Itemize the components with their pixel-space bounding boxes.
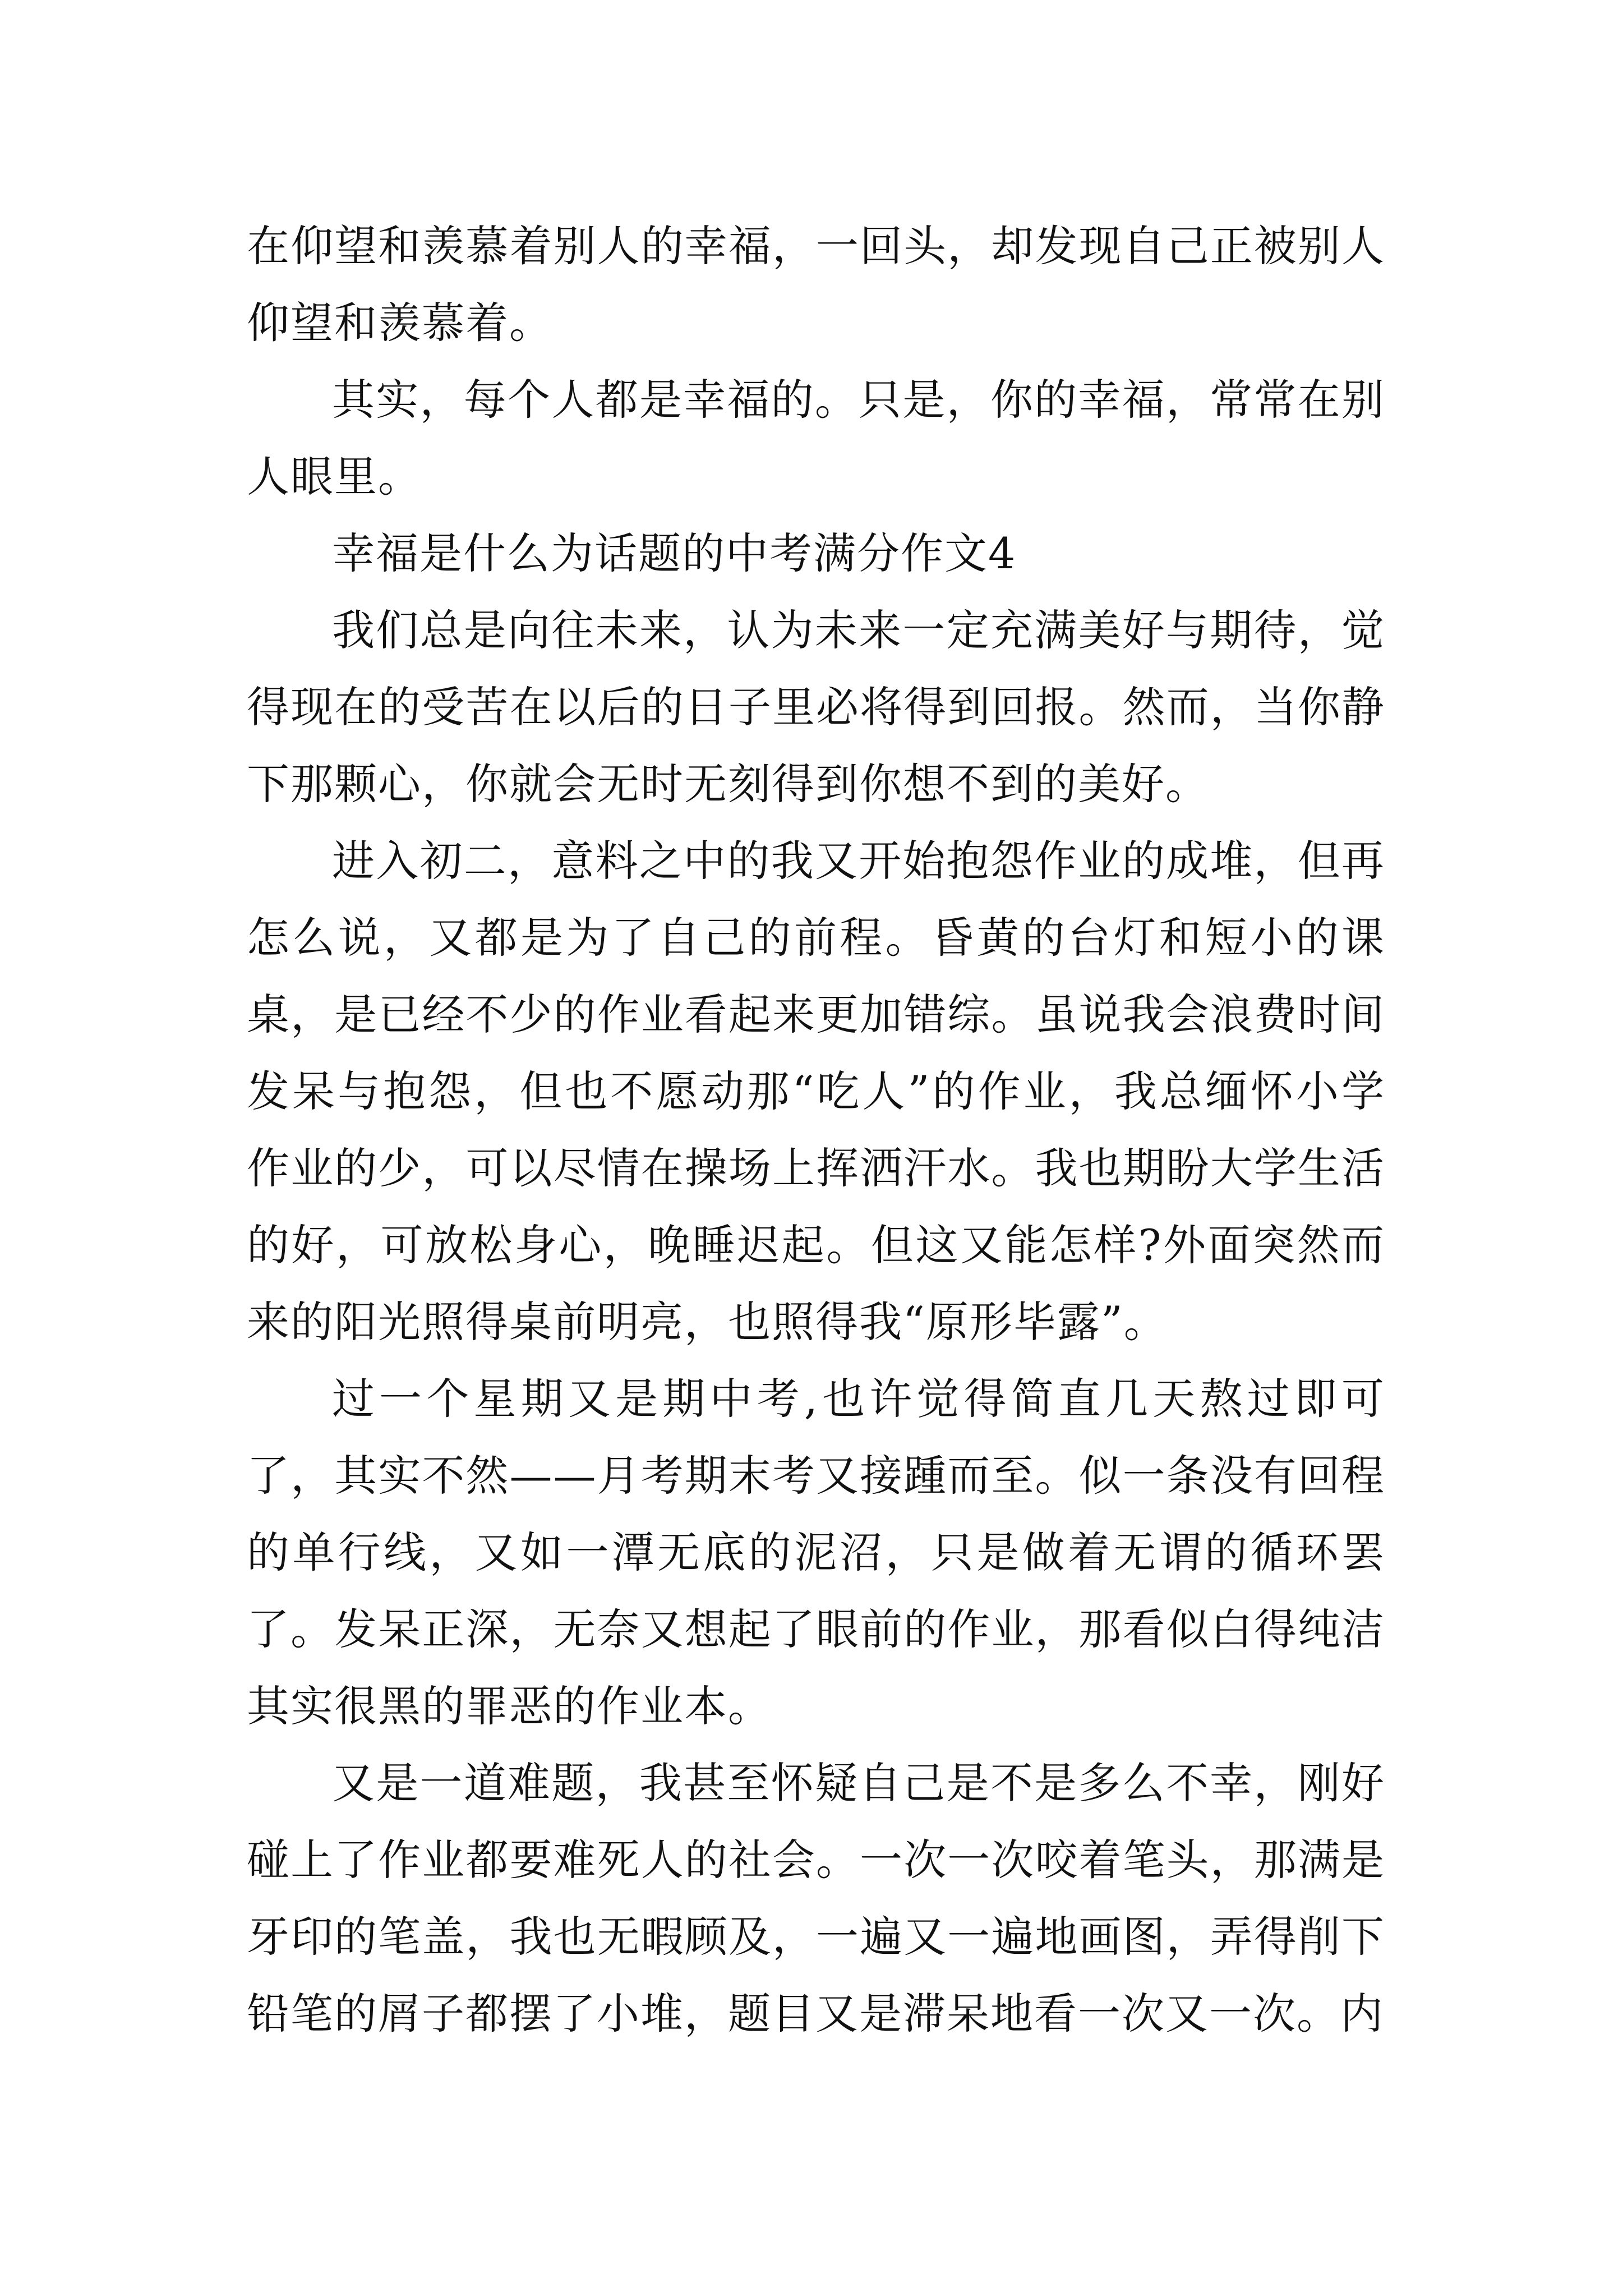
paragraph-continued: 在仰望和羡慕着别人的幸福，一回头，却发现自己正被别人仰望和羡慕着。 (247, 221, 1385, 348)
paragraph: 我们总是向往未来，认为未来一定充满美好与期待，觉得现在的受苦在以后的日子里必将得到回报。然而，当你静下那颗心，你就会无时无刻得到你想不到的美好。 (247, 605, 1385, 809)
document-body (247, 208, 1385, 2052)
paragraph: 过一个星期又是期中考,也许觉得简直几天熬过即可了，其实不然——月考期末考又接踵而至。似一条没有回程的单行线，又如一潭无底的泥沼，只是做着无谓的循环罢了。发呆正深，无奈又想起了眼前的作业，那看似白得纯洁其实很黑的罪恶的作业本。 (247, 1374, 1385, 1731)
essay-title: 幸福是什么为话题的中考满分作文4 (332, 528, 1017, 578)
paragraph: 其实，每个人都是幸福的。只是，你的幸福，常常在别人眼里。 (247, 375, 1385, 501)
paragraph: 又是一道难题，我甚至怀疑自己是不是多么不幸，刚好碰上了作业都要难死人的社会。一次一次咬着笔头，那满是牙印的笔盖，我也无暇顾及，一遍又一遍地画图，弄得削下铅笔的屑子都摆了小堆，题目又是滞呆地看一次又一次。内 (247, 1758, 1385, 2039)
paragraph: 进入初二，意料之中的我又开始抱怨作业的成堆，但再怎么说，又都是为了自己的前程。昏黄的台灯和短小的课桌，是已经不少的作业看起来更加错综。虽说我会浪费时间发呆与抱怨，但也不愿动那“吃人”的作业，我总缅怀小学作业的少，可以尽情在操场上挥洒汗水。我也期盼大学生活的好，可放松身心，晚睡迟起。但这又能怎样?外面突然而来的阳光照得桌前明亮，也照得我“原形毕露”。 (247, 836, 1385, 1347)
